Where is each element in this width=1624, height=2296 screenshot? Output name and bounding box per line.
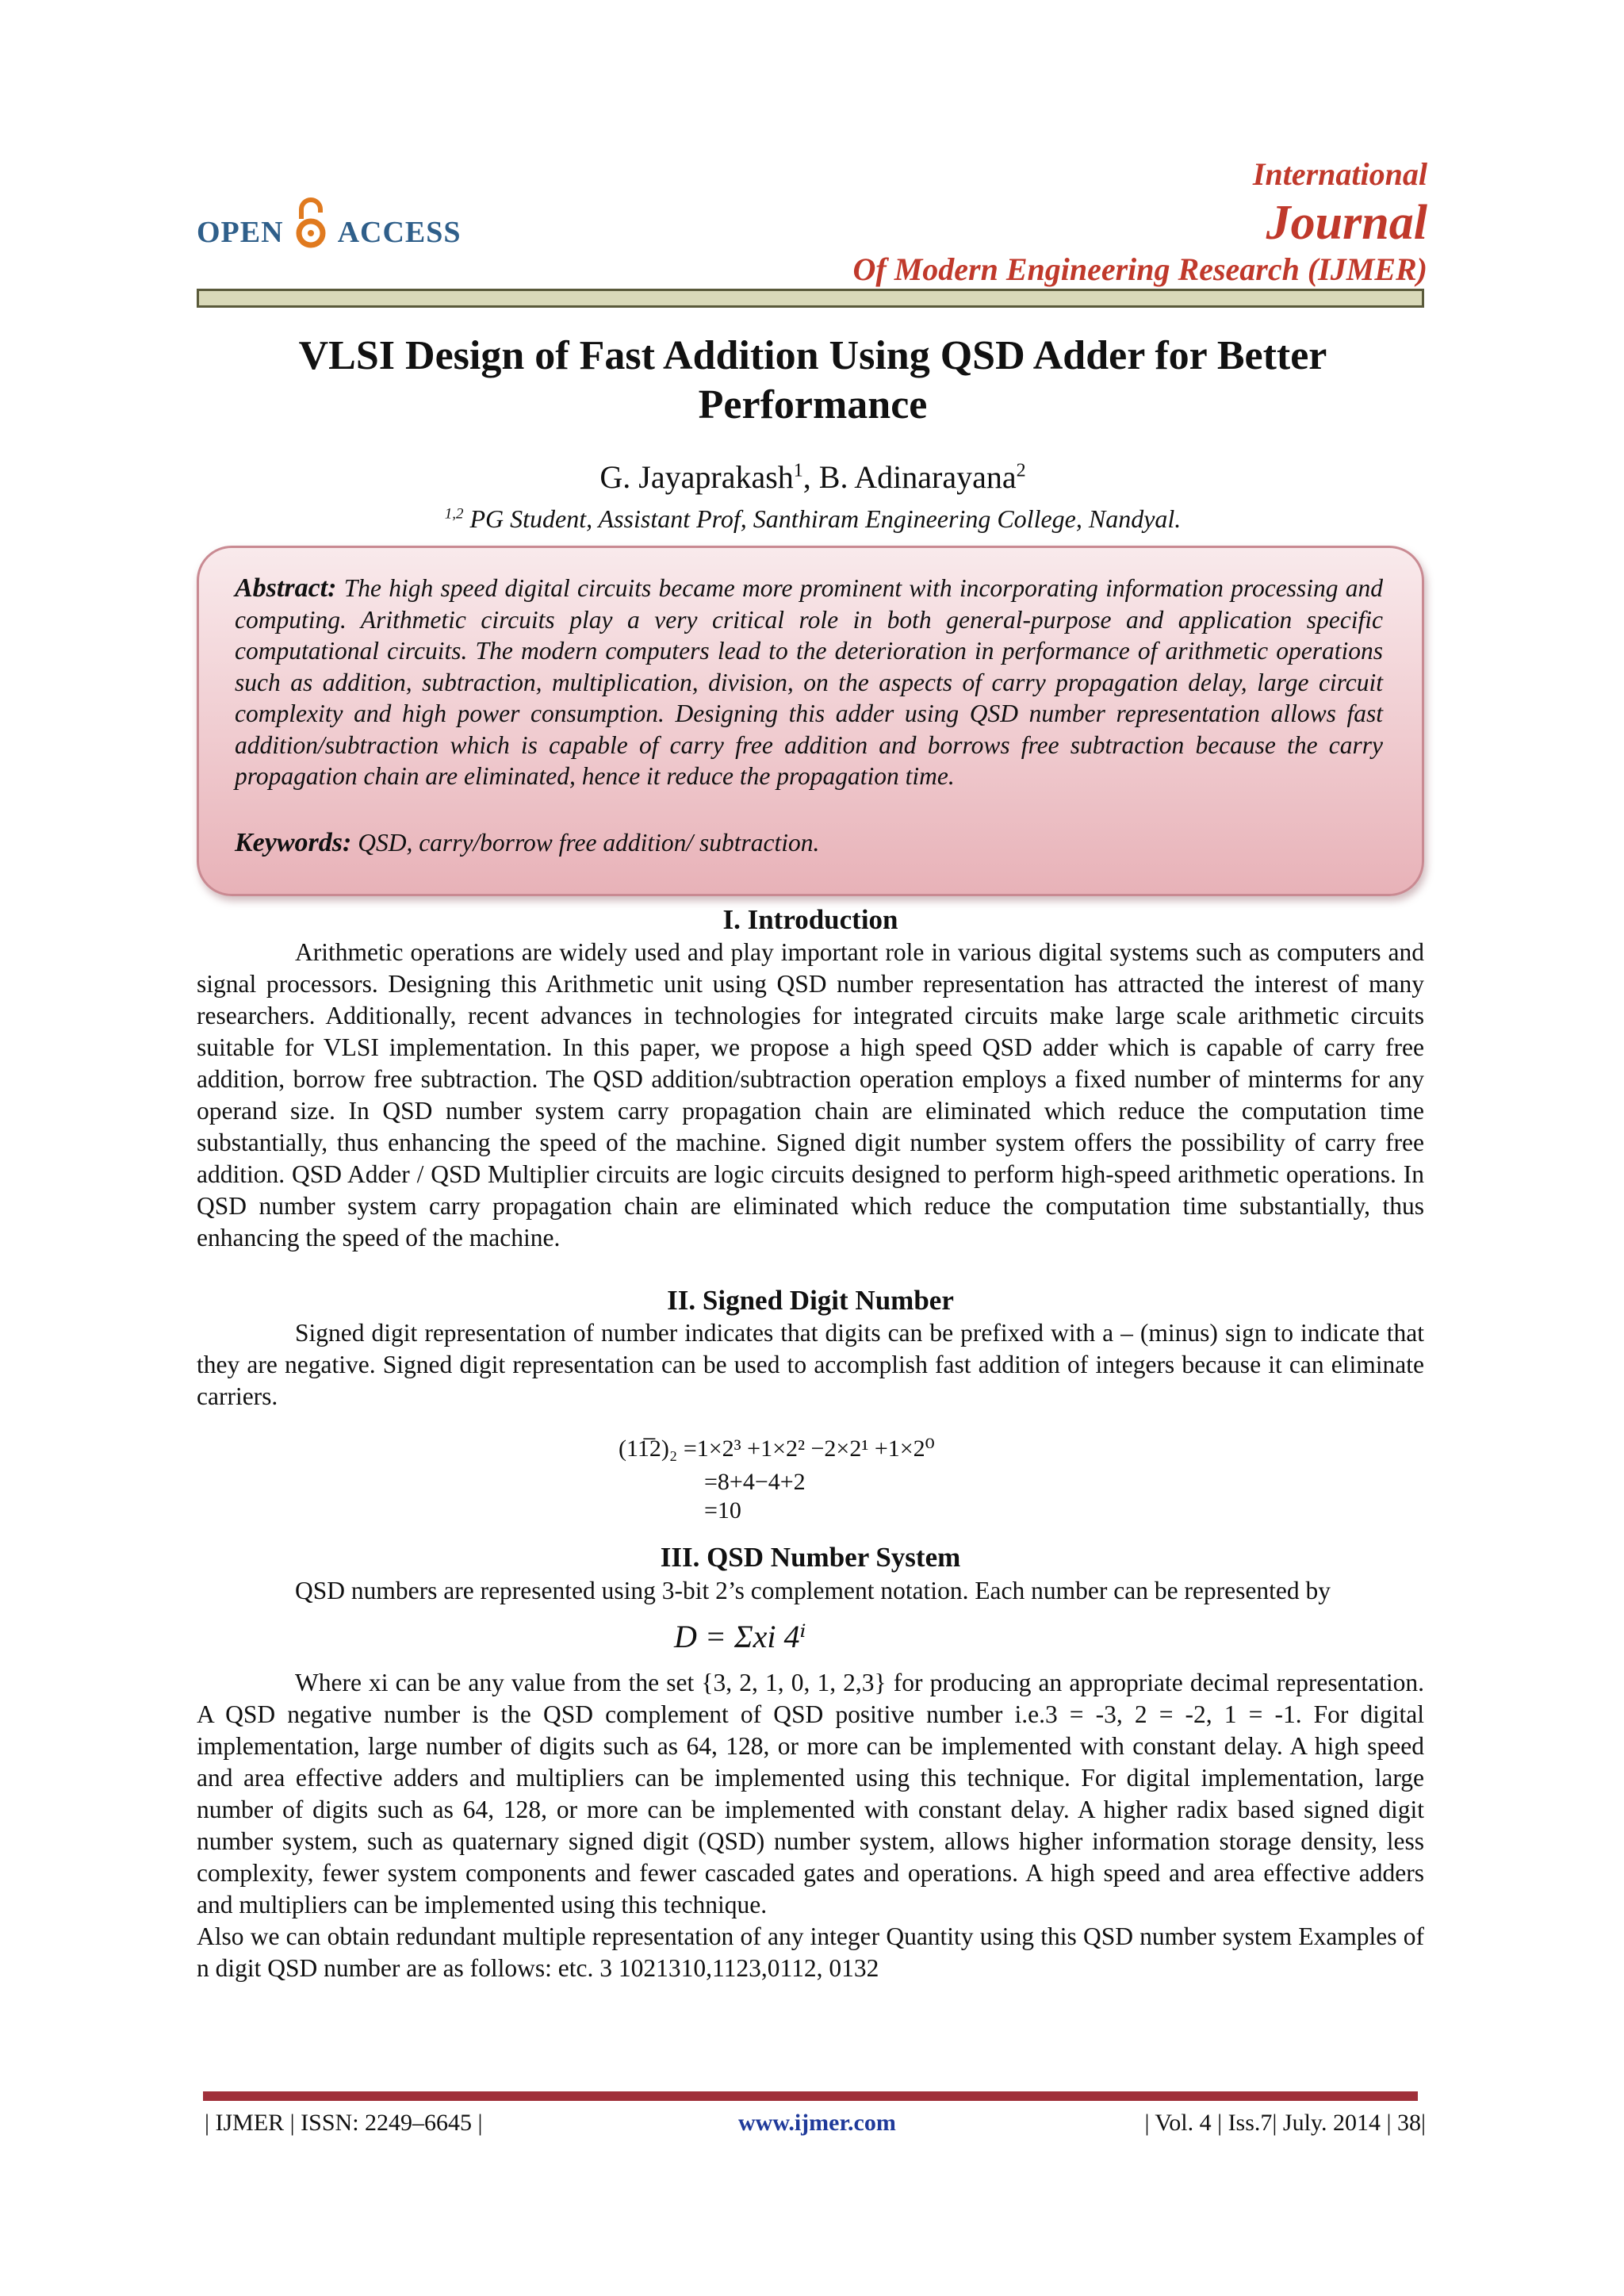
open-access-lock-icon [295,195,327,251]
keywords-text: QSD, carry/borrow free addition/ subtraction. [351,829,820,857]
equation-qsd-sum: D = Σxi 4ⁱ [674,1619,806,1654]
paper-title [174,332,1451,430]
section-qsd-paragraph-3: Also we can obtain redundant multiple representation of any integer Quantity using this QSD number system Examples of n digit QSD number are as follows: etc. 3 1021310,1123,0112, 0132 [197,1922,1424,1982]
author-1-sup: 1 [793,460,803,481]
equation-line-1: (11̅2)₂ =1×2³ +1×2² −2×2¹ +1×2⁰ [619,1435,935,1462]
equation-line-2: =8+4−4+2 [704,1469,806,1495]
affiliation-sup: 1,2 [444,505,464,523]
affiliation [174,504,1451,534]
equation-line-3: =10 [704,1497,741,1524]
section-heading-signed-digit: II. Signed Digit Number [667,1285,954,1316]
open-access-right: ACCESS [337,216,462,249]
section-heading-qsd: III. QSD Number System [660,1542,961,1573]
footer-issn: | IJMER | ISSN: 2249–6645 | [205,2110,483,2136]
author-separator: , [802,459,819,495]
abstract-text: The high speed digital circuits became more prominent with incorporating information processing and computing. Arithmetic circuits play a very critical role in both general-purpose and application specific computational circuits. The modern computers lead to the deterioration in performance of arithmetic operations such as addition, subtraction, multiplication, division, on the aspects of carry propagation delay, large circuit complexity and high power consumption. Designing this adder using QSD number representation allows fast addition/subtraction which is capable of carry free addition and borrows free subtraction because the carry propagation chain are eliminated, hence it reduce the propagation time. [235,574,1383,790]
section-introduction-paragraph: Arithmetic operations are widely used and play important role in various digital systems such as computers and signal processors. Designing this Arithmetic unit using QSD number representation has attracted the interest of many researchers. Additionally, recent advances in technologies for integrated circuits make large scale arithmetic circuits suitable for VLSI implementation. In this paper, we propose a high speed QSD adder which is capable of carry free addition, borrow free subtraction. The QSD addition/subtraction operation employs a fixed number of minterms for any operand size. In QSD number system carry propagation chain are eliminated which reduce the computation time substantially, thus enhancing the speed of the machine. Signed digit number system offers the possibility of carry free addition. QSD Adder / QSD Multiplier circuits are logic circuits designed to perform high-speed arithmetic operations. In QSD number system carry propagation chain are eliminated which reduce the computation time substantially, thus enhancing the speed of the machine. [197,938,1424,1251]
section-qsd-paragraph-2: Where xi can be any value from the set {3, 2, 1, 0, 1, 2,3} for producing an appropriate decimal representation. A QSD negative number is the QSD complement of QSD positive number i.e.3 = -3, 2 = -2, 1 = -1. For digital implementation, large number of digits such as 64, 128, or more can be implemented with constant delay. A high speed and area effective adders and multipliers can be implemented using this technique. For digital implementation, large number of digits such as 64, 128, or more can be implemented with constant delay. A higher radix based signed digit number system, such as quaternary signed digit (QSD) number system, allows higher information storage density, less complexity, fewer system components and fewer cascaded gates and operations. A high speed and area effective adders and multipliers can be implemented using this technique. [197,1669,1424,1918]
journal-subtitle: Of Modern Engineering Research (IJMER) [852,251,1427,287]
paper-title-line2: Performance [698,382,928,427]
footer-volume: | Vol. 4 | Iss.7| July. 2014 | 38| [1144,2110,1426,2136]
header-divider [197,289,1424,308]
keywords [235,828,819,858]
paper-title-line1: VLSI Design of Fast Addition Using QSD Adder for Better [298,333,1327,378]
abstract-label: Abstract: [235,573,337,603]
author-1: G. Jayaprakash [599,459,794,495]
author-2-sup: 2 [1016,460,1026,481]
keywords-label: Keywords: [235,828,352,857]
author-2: B. Adinarayana [818,459,1017,495]
section-qsd-paragraph-1: QSD numbers are represented using 3-bit 2’s complement notation. Each number can be represented by [295,1577,1331,1604]
section-heading-introduction: I. Introduction [722,904,898,935]
journal-name: Journal [1266,196,1427,250]
section-signed-digit-paragraph: Signed digit representation of number indicates that digits can be prefixed with a – (minus) sign to indicate that they are negative. Signed digit representation can be used to accomplish fast addition of integers because it can eliminate carriers. [197,1319,1424,1410]
affiliation-text: PG Student, Assistant Prof, Santhiram Engineering College, Nandyal. [463,504,1182,533]
footer-website-link[interactable]: www.ijmer.com [738,2110,896,2136]
open-access-left: OPEN [197,216,284,249]
footer-divider [203,2091,1418,2101]
authors [174,458,1451,496]
journal-international: International [1252,156,1427,192]
open-access-logo [197,205,462,260]
abstract [235,573,1383,792]
